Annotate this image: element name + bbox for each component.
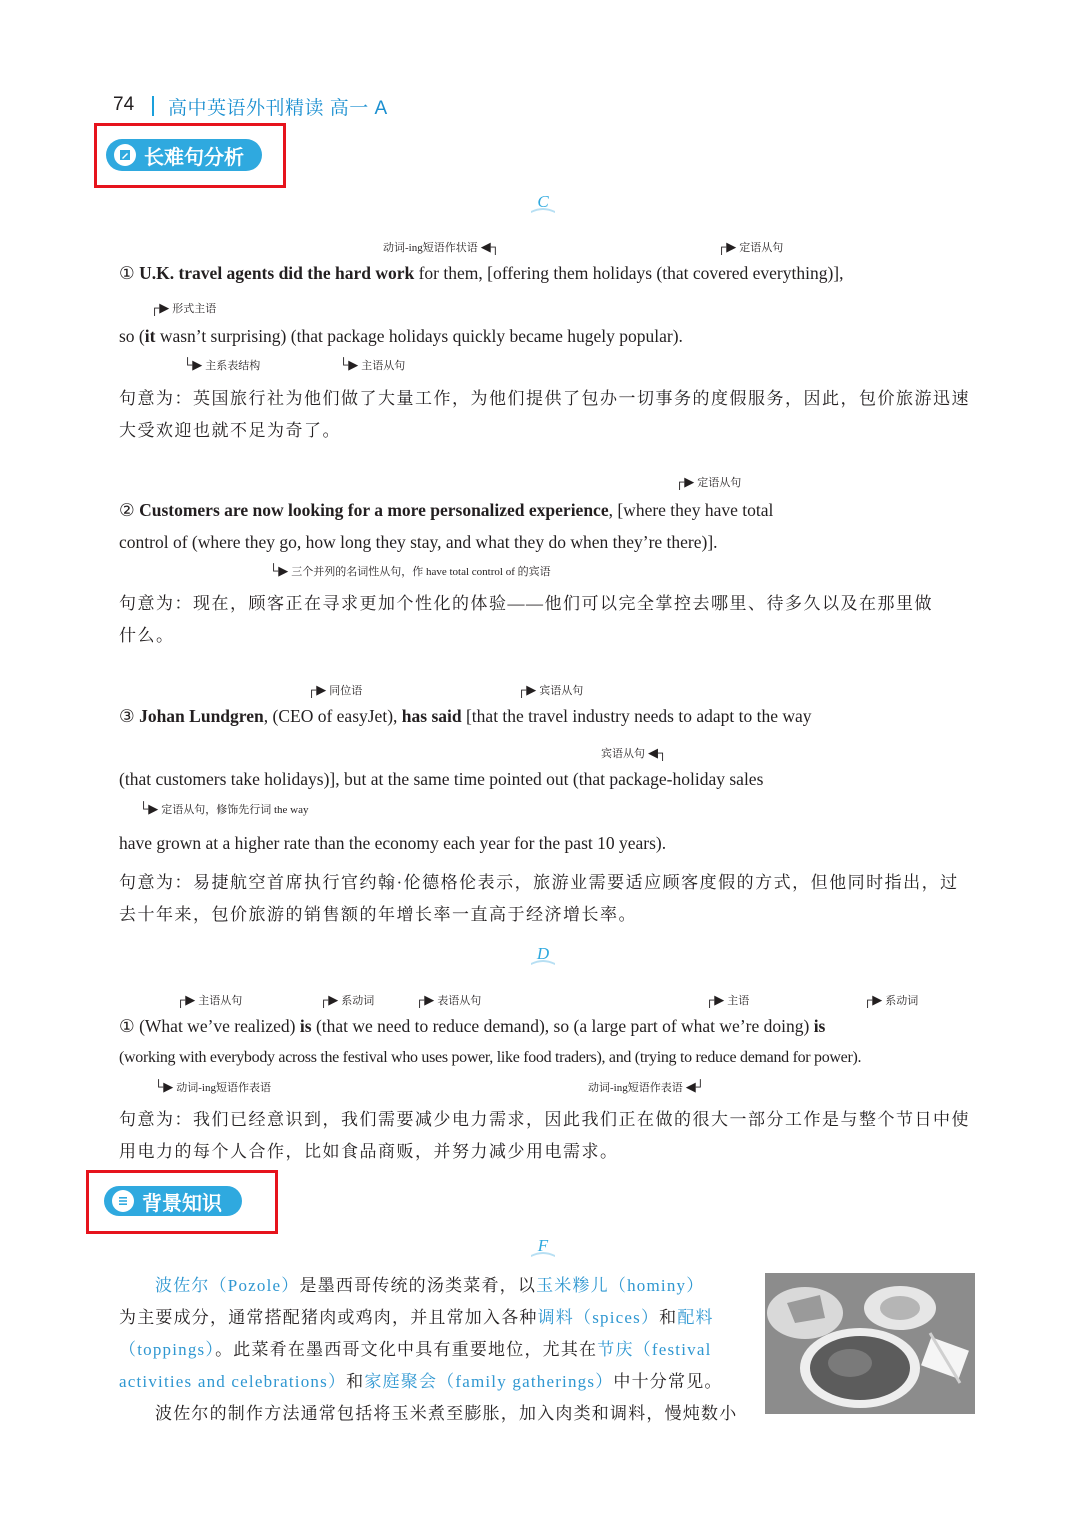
sentence-line: ① U.K. travel agents did the hard work for them, [offering them holidays (that covered everything)],: [119, 263, 844, 283]
header-divider: [152, 96, 154, 116]
translation: 句意为：易捷航空首席执行官约翰·伦德格伦表示，旅游业需要适应顾客度假的方式，但他同时指出，过 去十年来，包价旅游的销售额的年增长率一直高于经济增长率。: [119, 873, 959, 924]
annotation: ┌▶ 同位语: [307, 682, 363, 697]
annotation: ┌▶ 定语从句: [717, 239, 784, 254]
annotation: └▶ 主语从句: [339, 357, 406, 372]
mark-letter: D: [536, 944, 550, 963]
annotation: ┌▶ 主语从句: [176, 992, 243, 1007]
sentence-line: (that customers take holidays)], but at the same time pointed out (that package-holiday sales: [119, 769, 764, 789]
annotation: ┌▶ 形式主语: [150, 300, 217, 315]
sentence-line: have grown at a higher rate than the economy each year for the past 10 years).: [119, 833, 667, 853]
annotation: 动词-ing短语作状语 ◀┐: [383, 239, 500, 254]
pozole-photo: [765, 1273, 975, 1414]
section-title: 背景知识: [142, 1192, 222, 1215]
section-heading-background: [104, 1186, 242, 1216]
annotation: ┌▶ 宾语从句: [517, 682, 584, 697]
annotation: └▶ 三个并列的名词性从句，作 have total control of 的宾语: [269, 563, 551, 578]
sentence-line: (working with everybody across the festival who uses power, like food traders), and (trying to reduce demand for power).: [119, 1049, 862, 1066]
annotation: └▶ 动词-ing短语作表语: [154, 1079, 271, 1094]
background-paragraph: 波佐尔（Pozole）是墨西哥传统的汤类菜肴，以玉米糁儿（hominy） 为主要成分，通常搭配猪肉或鸡肉，并且常加入各种调料（spices）和配料 （toppings）。此菜肴在墨西哥文化中具有重要地位，尤其在节庆（festival activities and celebrations）和家庭聚会（family gatherings）中十分常见。 波佐尔的制作方法通常包括将玉米煮至膨胀，加入肉类和调料，慢炖数小: [119, 1276, 738, 1423]
list-icon: [112, 1190, 134, 1212]
section-title: 长难句分析: [144, 146, 244, 169]
annotation: └▶ 主系表结构: [183, 357, 261, 372]
mark-letter: F: [537, 1236, 549, 1255]
annotation: ┌▶ 系动词: [319, 992, 375, 1007]
annotation: └▶ 定语从句，修饰先行词 the way: [139, 801, 309, 816]
annotation: 宾语从句 ◀┐: [601, 745, 668, 760]
section-heading-sentence-analysis: [106, 139, 262, 171]
sentence-line: so (it wasn’t surprising) (that package holidays quickly became hugely popular).: [119, 326, 683, 346]
section-mark-d: [528, 943, 558, 969]
sentence-line: ② Customers are now looking for a more personalized experience, [where they have total: [119, 500, 774, 520]
translation: 句意为：我们已经意识到，我们需要减少电力需求，因此我们正在做的很大一部分工作是与整个节日中使 用电力的每个人合作，比如食品商贩，并努力减少用电需求。: [119, 1110, 970, 1161]
annotation: ┌▶ 定语从句: [675, 474, 742, 489]
translation: 句意为：英国旅行社为他们做了大量工作，为他们提供了包办一切事务的度假服务，因此，包价旅游迅速 大受欢迎也就不足为奇了。: [119, 389, 970, 440]
sentence-line: control of (where they go, how long they stay, and what they do when they’re there)].: [119, 532, 718, 552]
book-title: 高中英语外刊精读 高一 A: [168, 98, 388, 119]
mark-letter: C: [537, 192, 549, 211]
page-number: 74: [113, 94, 135, 115]
sentence-line: ① (What we’ve realized) is (that we need to reduce demand), so (a large part of what we’re doing) is: [119, 1016, 826, 1036]
annotation: ┌▶ 主语: [705, 992, 750, 1007]
sentence-line: ③ Johan Lundgren, (CEO of easyJet), has said [that the travel industry needs to adapt to the way: [119, 706, 812, 726]
section-mark-f: [528, 1235, 558, 1261]
section-mark-c: [528, 191, 558, 217]
translation: 句意为：现在，顾客正在寻求更加个性化的体验——他们可以完全掌控去哪里、待多久以及在那里做 什么。: [119, 594, 933, 645]
annotation: ┌▶ 表语从句: [415, 992, 482, 1007]
annotation: 动词-ing短语作表语 ◀┘: [588, 1079, 705, 1094]
pencil-icon: [114, 144, 136, 166]
annotation: ┌▶ 系动词: [863, 992, 919, 1007]
